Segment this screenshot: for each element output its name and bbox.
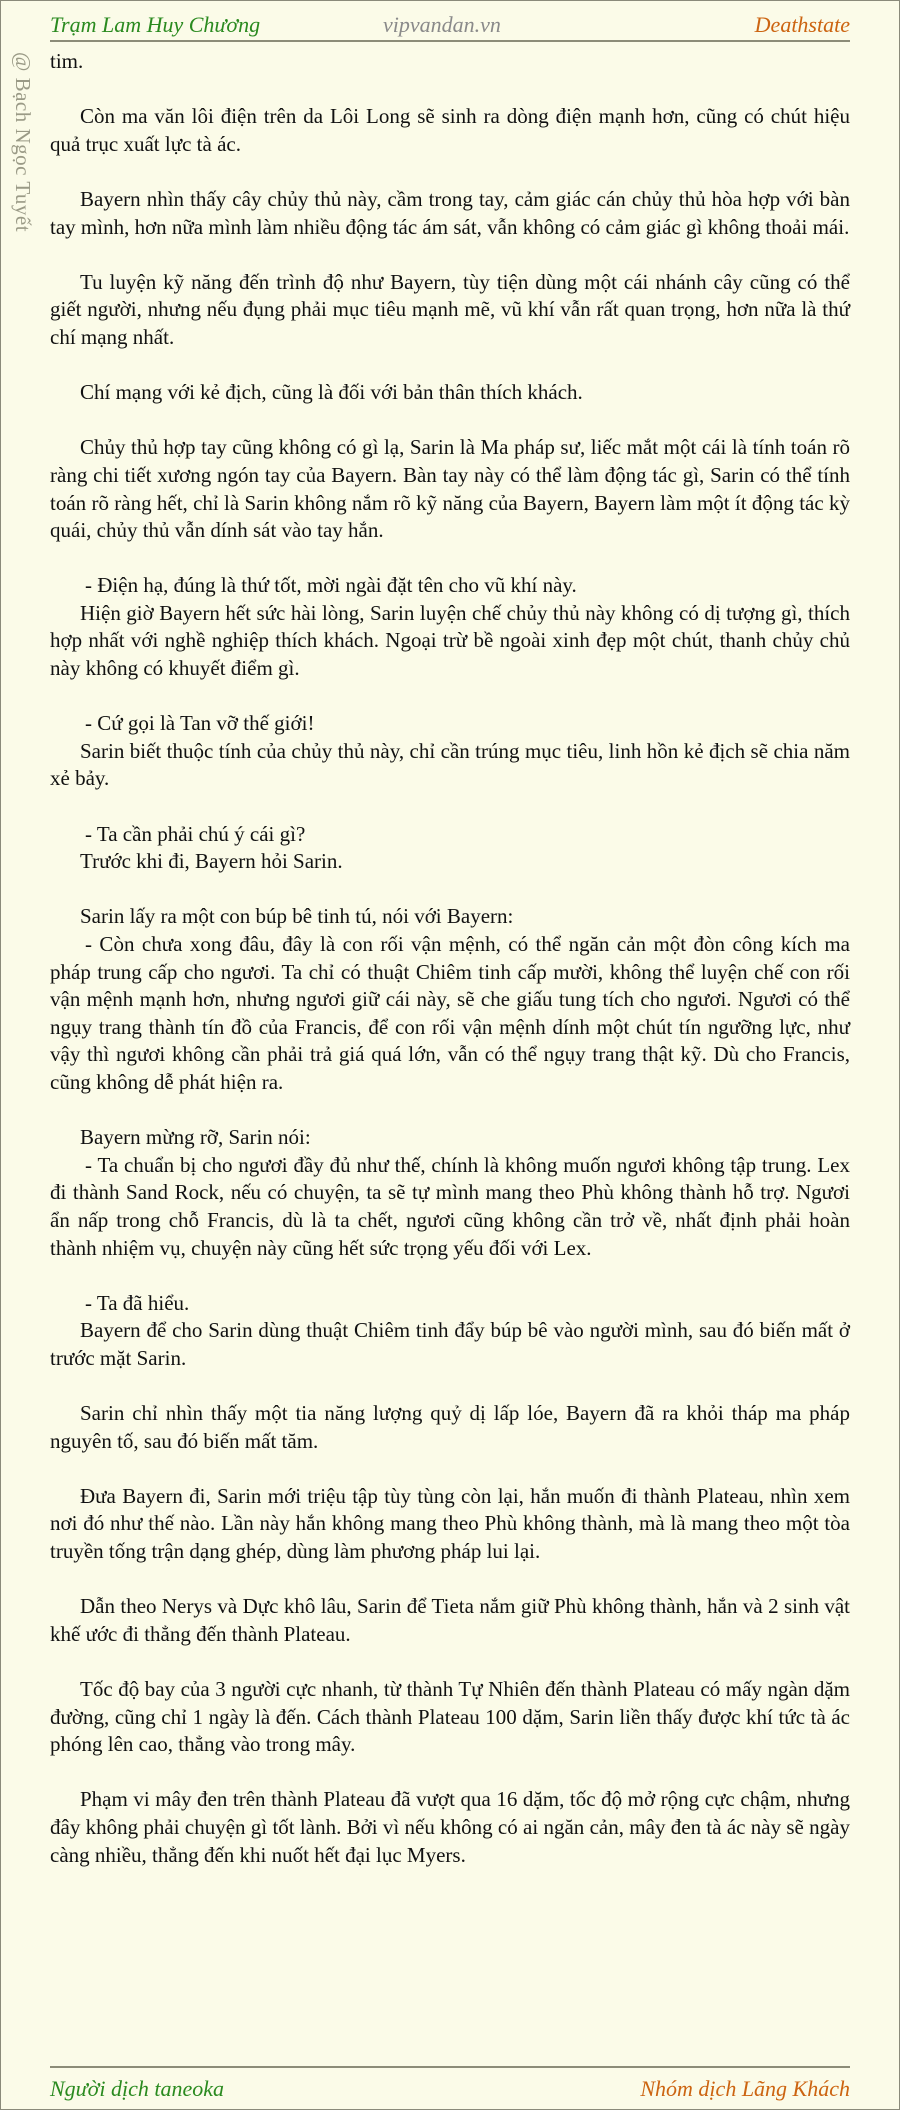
paragraph: Bayern để cho Sarin dùng thuật Chiêm tinh đẩy búp bê vào người mình, sau đó biến mất ở trước mặt Sarin. xyxy=(50,1318,850,1370)
dialogue-line: - Còn chưa xong đâu, đây là con rối vận mệnh, có thể ngăn cản một đòn công kích ma pháp trung cấp cho ngươi. Ta chỉ có thuật Chiêm tinh cấp mười, không thể luyện chế con rối vận mệnh mạnh hơn, nhưng ngươi giữ cái này, sẽ che giấu tung tích cho ngươi. Ngươi có thể ngụy trang thành tín đồ của Francis, để con rối vận mệnh dính một chút tín ngưỡng lực, như vậy thì ngươi không cần phải trả giá quá lớn, vẫn có thể ngụy trang thật kỹ. Dù cho Francis, cũng không dễ phát hiện ra. xyxy=(50,932,850,1094)
paragraph: Dẫn theo Nerys và Dực khô lâu, Sarin để Tieta nắm giữ Phù không thành, hắn và 2 sinh vật khế ước đi thẳng đến thành Plateau. xyxy=(50,1594,850,1646)
dialogue-line: - Điện hạ, đúng là thứ tốt, mời ngài đặt tên cho vũ khí này. xyxy=(85,573,577,598)
header-site-name: Trạm Lam Huy Chương xyxy=(50,12,261,37)
dialogue-line: - Ta đã hiểu. xyxy=(85,1290,190,1315)
header-book-title: Deathstate xyxy=(754,12,850,37)
page-footer xyxy=(50,2066,850,2106)
paragraph: Tốc độ bay của 3 người cực nhanh, từ thành Tự Nhiên đến thành Plateau có mấy ngàn dặm đường, cũng chỉ 1 ngày là đến. Cách thành Plateau 100 dặm, Sarin liền thấy được khí tức tà ác phóng lên cao, thẳng vào trong mây. xyxy=(50,1677,850,1757)
header-website: vipvandan.vn xyxy=(383,12,501,37)
page-header xyxy=(50,8,850,42)
paragraph: Bayern mừng rỡ, Sarin nói: xyxy=(80,1125,311,1150)
footer-group: Nhóm dịch Lãng Khách xyxy=(640,2076,850,2101)
paragraph: Chủy thủ hợp tay cũng không có gì lạ, Sarin là Ma pháp sư, liếc mắt một cái là tính toán rõ ràng chi tiết xương ngón tay của Bayern. Bàn tay này có thể làm động tác gì, Sarin có thể tính toán rõ ràng hết, chỉ là Sarin không nắm rõ kỹ năng của Bayern, Bayern làm một ít động tác kỳ quái, chủy thủ vẫn dính sát vào tay hắn. xyxy=(50,435,850,543)
side-watermark: @ Bạch Ngọc Tuyết xyxy=(11,52,35,233)
chapter-body xyxy=(50,48,850,1869)
paragraph: Sarin biết thuộc tính của chủy thủ này, chỉ cần trúng mục tiêu, linh hồn kẻ địch sẽ chia năm xẻ bảy. xyxy=(50,738,850,791)
paragraph: Tu luyện kỹ năng đến trình độ như Bayern, tùy tiện dùng một cái nhánh cây cũng có thể giết người, nhưng nếu đụng phải mục tiêu mạnh mẽ, vũ khí vẫn rất quan trọng, hơn nữa là thứ chí mạng nhất. xyxy=(50,269,850,349)
paragraph: Bayern nhìn thấy cây chủy thủ này, cầm trong tay, cảm giác cán chủy thủ hòa hợp với bàn tay mình, hơn nữa mình làm nhiều động tác ám sát, vẫn không có cảm giác gì không thoải mái. xyxy=(50,186,850,239)
paragraph: tim. xyxy=(50,49,84,73)
paragraph: Còn ma văn lôi điện trên da Lôi Long sẽ sinh ra dòng điện mạnh hơn, cũng có chút hiệu quả trục xuất lực tà ác. xyxy=(50,104,850,156)
paragraph: Đưa Bayern đi, Sarin mới triệu tập tùy tùng còn lại, hắn muốn đi thành Plateau, nhìn xem nơi đó như thế nào. Lần này hắn không mang theo Phù không thành, mà là mang theo một tòa truyền tống trận dạng ghép, dùng làm phương pháp lui lại. xyxy=(50,1483,850,1564)
dialogue-line: - Cứ gọi là Tan vỡ thế giới! xyxy=(85,711,315,736)
paragraph: Phạm vi mây đen trên thành Plateau đã vượt qua 16 dặm, tốc độ mở rộng cực chậm, nhưng đây không phải chuyện gì tốt lành. Bởi vì nếu không có ai ngăn cản, mây đen tà ác này sẽ ngày càng nhiều, thẳng đến khi nuốt hết đại lục Myers. xyxy=(50,1787,850,1867)
dialogue-line: - Ta chuẩn bị cho ngươi đầy đủ như thế, chính là không muốn ngươi không tập trung. Lex đi thành Sand Rock, nếu có chuyện, ta sẽ tự mình mang theo Phù không thành hỗ trợ. Ngươi ẩn nấp trong chỗ Francis, dù là ta chết, ngươi cũng không cần trở về, nhất định phải hoàn thành nhiệm vụ, chuyện này cũng hết sức trọng yếu đối với Lex. xyxy=(50,1152,850,1260)
paragraph: Hiện giờ Bayern hết sức hài lòng, Sarin luyện chế chủy thủ này không có dị tượng gì, thích hợp nhất với nghề nghiệp thích khách. Ngoại trừ bề ngoài xinh đẹp một chút, thanh chủy chủ này không có khuyết điểm gì. xyxy=(50,600,850,681)
dialogue-line: - Ta cần phải chú ý cái gì? xyxy=(85,821,306,846)
paragraph: Trước khi đi, Bayern hỏi Sarin. xyxy=(80,849,343,874)
paragraph: Chí mạng với kẻ địch, cũng là đối với bản thân thích khách. xyxy=(80,380,583,405)
footer-translator: Người dịch taneoka xyxy=(50,2076,225,2101)
paragraph: Sarin lấy ra một con búp bê tinh tú, nói với Bayern: xyxy=(80,904,514,929)
paragraph: Sarin chỉ nhìn thấy một tia năng lượng quỷ dị lấp lóe, Bayern đã ra khỏi tháp ma pháp nguyên tố, sau đó biến mất tăm. xyxy=(50,1401,850,1453)
